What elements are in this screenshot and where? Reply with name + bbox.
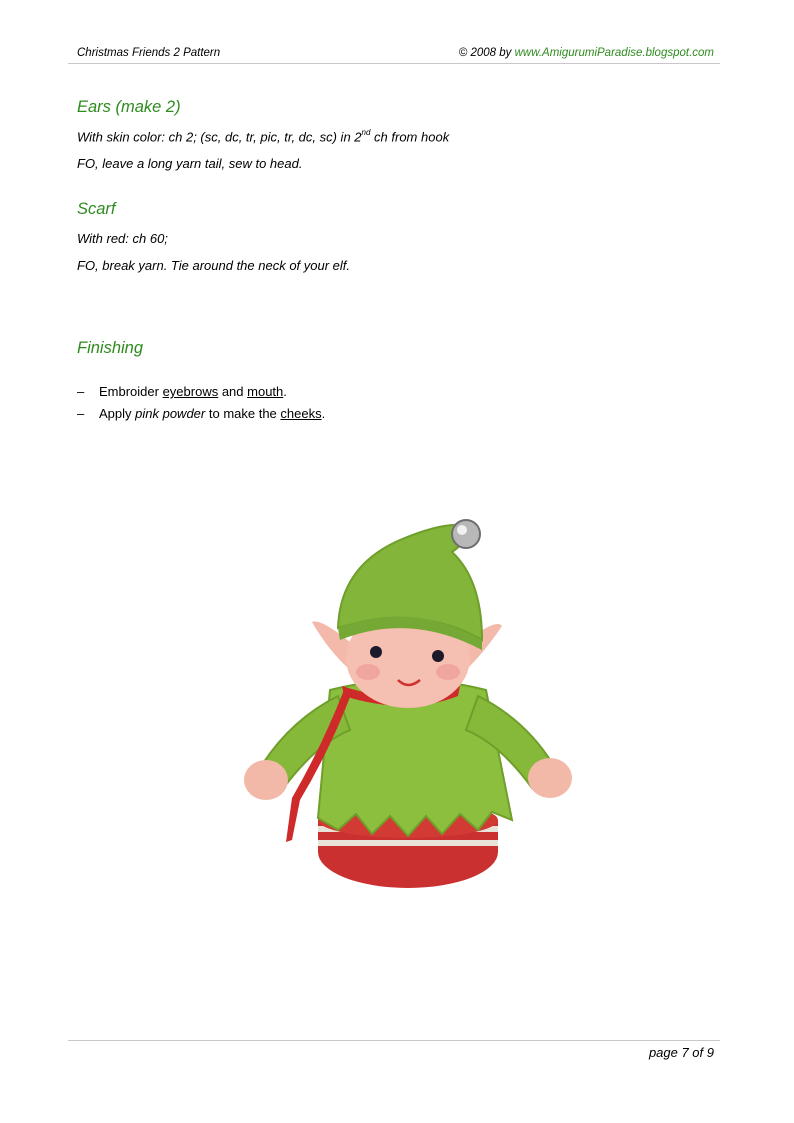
item1-mid: and (218, 384, 248, 399)
scarf-line-1: With red: ch 60; (77, 231, 168, 246)
cheeks-link[interactable]: cheeks (280, 406, 322, 421)
elf-photo (220, 500, 592, 920)
item2-mid: to make the (205, 406, 281, 421)
item1-post: . (283, 384, 287, 399)
ears-line-1-a: With skin color: ch 2; (sc, dc, tr, pic, tr, dc, sc) in 2 (77, 129, 362, 145)
copyright-text: © 2008 by (458, 47, 515, 59)
elf-left-eye (370, 646, 382, 658)
bullet-dash: – (77, 406, 85, 421)
page-number: page 7 of 9 (648, 1045, 714, 1060)
page-header (68, 47, 720, 64)
ears-line-1-sup: nd (361, 128, 371, 137)
header-copyright (459, 47, 714, 59)
ears-heading: Ears (make 2) (77, 98, 181, 116)
item1-pre: Embroider (99, 384, 163, 399)
page-footer (68, 1040, 720, 1060)
item2-em: pink powder (135, 406, 206, 421)
elf-bell (452, 520, 480, 548)
ears-line-1 (77, 129, 449, 144)
mouth-link[interactable]: mouth (247, 384, 284, 399)
blog-link[interactable]: www.AmigurumiParadise.blogspot.com (514, 47, 714, 59)
scarf-line-2: FO, break yarn. Tie around the neck of your elf. (77, 258, 351, 273)
eyebrows-link[interactable]: eyebrows (162, 384, 219, 399)
header-title: Christmas Friends 2 Pattern (77, 47, 221, 59)
elf-right-eye (432, 650, 444, 662)
finishing-heading: Finishing (77, 339, 144, 357)
item2-pre: Apply (99, 406, 136, 421)
elf-right-hand (528, 758, 572, 798)
ears-line-2: FO, leave a long yarn tail, sew to head. (77, 156, 303, 171)
bullet-dash: – (77, 384, 85, 399)
item2-post: . (321, 406, 326, 421)
ears-line-1-b: ch from hook (370, 129, 450, 145)
scarf-heading: Scarf (77, 200, 116, 218)
elf-left-hand (244, 760, 288, 800)
